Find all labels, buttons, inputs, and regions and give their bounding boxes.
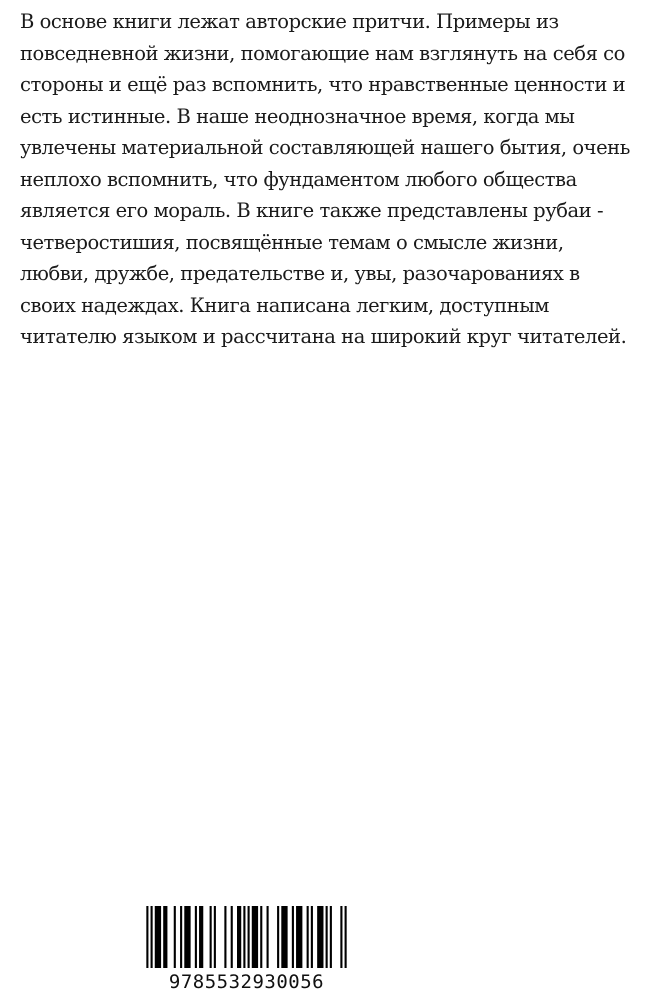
- description-line: неплохо вспомнить, что фундаментом любого общества: [20, 167, 577, 191]
- barcode-bar: [151, 906, 153, 968]
- barcode-bar: [248, 906, 250, 968]
- description-line: есть истинные. В наше неоднозначное время, когда мы: [20, 104, 575, 128]
- barcode-bar: [307, 906, 309, 968]
- barcode-bar: [184, 906, 190, 968]
- description-line: четверостишия, посвящённые темам о смысле жизни,: [20, 230, 564, 254]
- isbn-barcode: [140, 906, 353, 998]
- barcode-bar: [214, 906, 216, 968]
- barcode-bar: [243, 906, 245, 968]
- barcode-bar: [340, 906, 342, 968]
- barcode-bar: [163, 906, 167, 968]
- barcode-bar: [326, 906, 328, 968]
- barcode-bar: [231, 906, 233, 968]
- barcode-bar: [281, 906, 287, 968]
- book-description: [20, 6, 650, 353]
- barcode-bar: [174, 906, 176, 968]
- barcode-bar: [296, 906, 302, 968]
- description-line: своих надеждах. Книга написана легким, доступным: [20, 293, 549, 317]
- description-line: является его мораль. В книге также представлены рубаи -: [20, 199, 604, 222]
- barcode-bar: [317, 906, 323, 968]
- description-line: стороны и ещё раз вспомнить, что нравственные ценности и: [20, 73, 626, 96]
- barcode-bar: [252, 906, 258, 968]
- barcode-bar: [260, 906, 262, 968]
- description-line: В основе книги лежат авторские притчи. Примеры из: [20, 10, 559, 33]
- barcode-bar: [292, 906, 294, 968]
- barcode-bar: [345, 906, 347, 968]
- barcode-bar: [277, 906, 279, 968]
- barcode-bar: [180, 906, 182, 968]
- barcode-bar: [224, 906, 226, 968]
- barcode-bars: [140, 906, 353, 968]
- barcode-bar: [146, 906, 148, 968]
- barcode-bar: [195, 906, 197, 968]
- barcode-bar: [155, 906, 161, 968]
- barcode-bar: [210, 906, 212, 968]
- description-line: любви, дружбе, предательстве и, увы, разочарованиях в: [20, 262, 580, 285]
- barcode-bar: [267, 906, 269, 968]
- barcode-bar: [237, 906, 241, 968]
- barcode-bar: [199, 906, 203, 968]
- barcode-bar: [330, 906, 332, 968]
- description-line: читателю языком и рассчитана на широкий круг читателей.: [20, 325, 627, 348]
- barcode-number: 9785532930056: [168, 971, 325, 993]
- description-line: увлечены материальной составляющей нашего бытия, очень: [20, 136, 630, 159]
- description-line: повседневной жизни, помогающие нам взглянуть на себя со: [20, 41, 625, 65]
- barcode-bar: [311, 906, 313, 968]
